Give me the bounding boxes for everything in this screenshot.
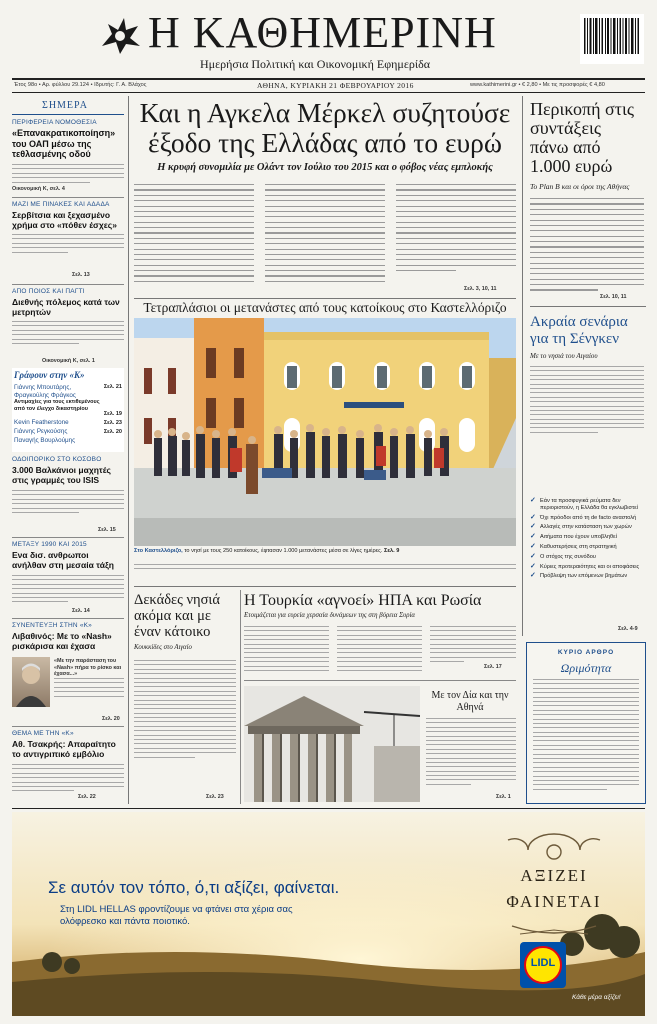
ad-tagline: Κάθε μέρα αξίζει! [572, 994, 621, 1001]
left-item-kicker: ΠΕΡΙΦΕΡΕΙΑ ΝΟΜΟΘΕΣΙΑ [12, 119, 97, 126]
writers-box [12, 368, 124, 452]
writer-ref: Σελ. 20 [103, 429, 122, 435]
right-lead-deck: Το Plan B και οι όροι της Αθήνας [530, 182, 630, 191]
kosovo-headline[interactable]: 3.000 Βαλκάνιοι μαχητές στις γραμμές του ISIS [12, 465, 111, 485]
writer-desc: Αντιμαχίες για τους εκτιθεμένους από τον έλεγχο δικαστηρίου [14, 399, 100, 412]
schengen-bullet-item [530, 534, 646, 541]
interview-headline[interactable]: Λιβαθινός: Με το «Nash» ρισκάρισα και έχασα [12, 631, 112, 651]
kosovo-kicker: ΟΔΟΙΠΟΡΙΚΟ ΣΤΟ ΚΟΣΟΒΟ [12, 456, 102, 463]
check-icon: ✓ [530, 513, 536, 521]
check-icon: ✓ [530, 552, 536, 560]
turkey-headline[interactable]: Η Τουρκία «αγνοεί» ΗΠΑ και Ρωσία [244, 592, 482, 609]
ad-headline: Σε αυτόν τον τόπο, ό,τι αξίζει, φαίνεται. [48, 878, 340, 897]
schengen-bullet-text: Αιτήματα που έχουν υποβληθεί [540, 534, 617, 541]
writer-name: Παναγής Βουρλούμης [14, 437, 76, 444]
turkey-ref: Σελ. 17 [484, 664, 502, 670]
greece-ref: Σελ. 1 [496, 794, 511, 800]
ad-badge-line1: ΑΞΙΖΕΙ [520, 866, 588, 885]
schengen-bullet-text: Ο στόχος της συνόδου [540, 553, 596, 560]
kosovo-ref: Σελ. 15 [98, 527, 116, 533]
schengen-bullet-text: Κύριες προτεραιότητες και οι αποφάσεις [540, 563, 640, 570]
period-headline[interactable]: Ενα δισ. ανθρωποι ανήλθαν στη μεσαία τάξη [12, 550, 114, 570]
islands-headline[interactable]: Δεκάδες νησιά ακόμα και με έναν κάτοικο [134, 592, 220, 640]
editorial-kicker: ΚΥΡΙΟ ΑΡΘΡΟ [557, 649, 615, 656]
schengen-ref: Σελ. 4-9 [618, 626, 638, 632]
writer-name: Γιάννης Μπουτάρης, Φραγκούλης Φράγκος [14, 384, 76, 399]
schengen-bullet-item [530, 564, 646, 571]
issue-info-left: Έτος 98ο • Αρ. φύλλου 29.124 • Ιδρυτής: Γ. Α. Βλάχος [14, 82, 147, 88]
last-ref: Σελ. 22 [78, 794, 96, 800]
masthead [0, 0, 657, 80]
person-portrait-icon [12, 657, 50, 707]
left-item-ref: Σελ. 13 [72, 272, 90, 278]
schengen-story [530, 308, 646, 638]
badge-ornament-icon [500, 830, 608, 942]
lidl-logo[interactable] [520, 942, 566, 988]
interview-ref: Σελ. 20 [102, 716, 120, 722]
photo-caption-ref: Σελ. 9 [383, 548, 400, 554]
ad-body: Στη LIDL HELLAS φροντίζουμε να φτάνει στα χέρια σας ολόφρεσκο και πάντα ποιοτικό. [60, 904, 293, 927]
lidl-logo-text: LIDL [530, 957, 556, 969]
left-column [12, 94, 124, 806]
parthenon-crane-photo [244, 686, 420, 802]
islands-ref: Σελ. 23 [206, 794, 224, 800]
writer-ref: Σελ. 23 [103, 420, 122, 426]
schengen-headline[interactable]: Ακραία σενάρια για τη Σένγκεν [530, 314, 628, 347]
section-title-today: ΣΗΜΕΡΑ [42, 100, 88, 111]
barcode-icon [580, 14, 644, 64]
writer-name: Kevin Featherstone [14, 419, 69, 426]
ad-badge [500, 830, 608, 942]
migrants-crowd-photo [134, 318, 516, 546]
left-item-kicker: ΜΑΖΙ ΜΕ ΠΙΝΑΚΕΣ ΚΑΙ ΑΔΑΔΑ [12, 201, 110, 208]
islands-deck: Κουκκίδες στο Αιγαίο [134, 644, 192, 651]
schengen-bullet-list [530, 498, 646, 583]
photo-caption-lead: Στο Καστελλόριζο, [134, 548, 183, 554]
schengen-deck: Με το νησιά του Αιγαίου [530, 352, 598, 360]
writer-name: Γιάννης Ρεγκούσης [14, 428, 68, 435]
editorial-headline[interactable]: Ωριμότητα [560, 661, 612, 675]
writer-ref: Σελ. 19 [103, 411, 122, 417]
interview-photo [12, 657, 50, 707]
lead-headline-line2[interactable]: έξοδο της Ελλάδας από το ευρώ [148, 127, 502, 158]
left-item-kicker: ΑΠΟ ΠΟΙΟΣ ΚΑΙ ΠΑΓΤΙ [12, 288, 85, 295]
lead-deck: Η κρυφή συνομιλία με Ολάντ τον Ιούλιο του 2015 και ο φόβος νέας εμπλοκής [157, 162, 493, 173]
writers-title: Γράφουν στην «Κ» [14, 370, 85, 380]
editorial [526, 642, 646, 804]
writer-ref: Σελ. 21 [103, 384, 122, 390]
left-item-headline[interactable]: Σερβίτσια και ξεχασμένο χρήμα στο «πόθεν έσχες» [12, 210, 117, 230]
schengen-bullet-item [530, 554, 646, 561]
lead-story [134, 96, 516, 302]
right-lead-headline[interactable]: Περικοπή στις συντάξεις πάνω από 1.000 ευρώ [530, 99, 634, 176]
check-icon: ✓ [530, 533, 536, 541]
ad-badge-line2: ΦΑΙΝΕΤΑΙ [506, 892, 602, 911]
lead-ref: Σελ. 3, 10, 11 [464, 286, 497, 292]
photo-kastellorizo [134, 318, 516, 546]
check-icon: ✓ [530, 572, 536, 580]
masthead-title: Η ΚΑΘΗΜΕΡΙΝΗ [148, 8, 497, 57]
masthead-emblem-icon [96, 12, 144, 56]
schengen-bullet-text: Εάν τα προσφυγικά ρεύματα δεν περιοριστούν, η Ελλάδα θα εγκλωβιστεί [540, 498, 638, 511]
schengen-bullet-item [530, 524, 646, 531]
schengen-bullet-item [530, 498, 646, 512]
schengen-bullet-text: Πρόβλεψη των επόμενων βημάτων [540, 573, 628, 580]
schengen-bullet-text: Καθυστερήσεις στη στρατηγική [540, 543, 617, 550]
check-icon: ✓ [530, 562, 536, 570]
schengen-bullet-text: Όχι πρόοδοι από τη de facto αναστολή [540, 514, 637, 521]
lead-headline-line1[interactable]: Και η Αγκελα Μέρκελ συζητούσε [139, 97, 511, 128]
schengen-bullet-text: Αλλαγές στην κατάσταση των χωρών [540, 524, 632, 531]
check-icon: ✓ [530, 497, 536, 504]
greece-headline[interactable]: Με τον Δία και την Αθηνά [431, 690, 509, 713]
photo-story-headline[interactable]: Τετραπλάσιοι οι μετανάστες από τους κατοίκους στο Καστελλόριζο [143, 300, 507, 315]
left-item-ref: Οικονομική Κ, σελ. 4 [12, 186, 65, 192]
period-ref: Σελ. 14 [72, 608, 90, 614]
lidl-advertisement[interactable] [12, 812, 645, 1016]
interview-quote: «Με την παράσταση του «Nash» πήρα το ρίσκο και έχασα...» [54, 658, 122, 678]
writer-item[interactable] [14, 429, 122, 444]
right-lead-story [530, 96, 646, 306]
period-kicker: ΜΕΤΑΞΥ 1990 ΚΑΙ 2015 [12, 541, 87, 548]
schengen-bullet-item [530, 544, 646, 551]
left-item-headline[interactable]: Διεθνής πόλεμος κατά των μετρητών [12, 297, 120, 317]
last-kicker: ΘΕΜΑ ΜΕ ΤΗΝ «Κ» [12, 730, 74, 737]
last-headline[interactable]: Αθ. Τσακρής: Απαραίτητο το αντιγριπικό εμβόλιο [12, 739, 116, 759]
parthenon-photo [244, 686, 420, 802]
writer-item[interactable] [14, 384, 122, 411]
right-lead-ref: Σελ. 10, 11 [600, 294, 627, 300]
left-item-ref: Οικονομική Κ, σελ. 1 [42, 358, 95, 364]
turkey-deck: Ετοιμάζεται για ευρεία χερσαία δυνάμεων της στη βόρεια Συρία [244, 612, 415, 619]
photo-caption-text: το νησί με τους 250 κατοίκους, έφτασαν 1.000 μετανάστες μέσα σε λίγες ημέρες. [184, 548, 383, 554]
issue-info-right: www.kathimerini.gr • € 2,80 • Με τις προσφορές € 4,80 [470, 82, 605, 88]
check-icon: ✓ [530, 523, 536, 531]
left-item-headline[interactable]: «Επανακρατικοποίηση» του ΟΑΠ μέσω της τεθλασμένης οδού [12, 128, 116, 159]
schengen-bullet-item [530, 515, 646, 522]
photo-caption [134, 548, 516, 555]
schengen-bullet-item [530, 573, 646, 580]
turkey-story [244, 590, 516, 804]
interview-kicker: ΣΥΝΕΝΤΕΥΞΗ ΣΤΗΝ «Κ» [12, 622, 92, 629]
dateline: ΑΘΗΝΑ, ΚΥΡΙΑΚΗ 21 ΦΕΒΡΟΥΑΡΙΟΥ 2016 [257, 81, 414, 90]
masthead-subtitle: Ημερήσια Πολιτική και Οικονομική Εφημερίδα [200, 57, 431, 71]
islands-story [134, 590, 238, 804]
check-icon: ✓ [530, 542, 536, 550]
